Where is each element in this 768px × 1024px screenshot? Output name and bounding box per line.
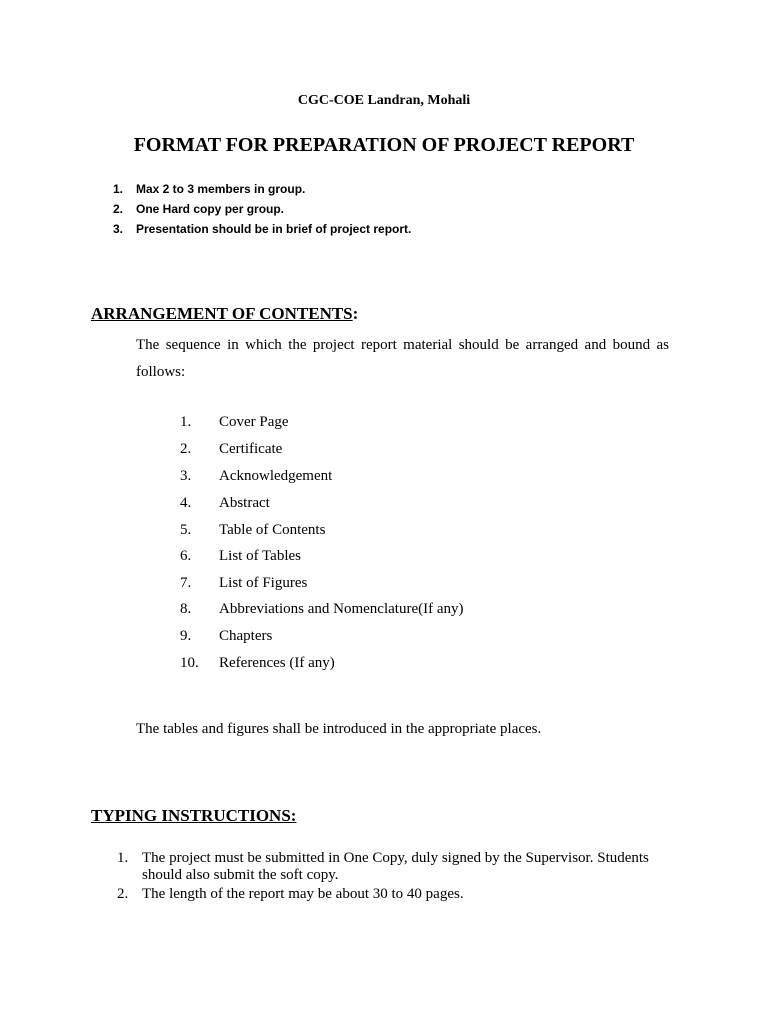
typing-item-number: 1. <box>117 850 129 866</box>
contents-item-number: 5. <box>180 522 192 538</box>
contents-item-number: 6. <box>180 548 192 564</box>
contents-item-references: References (If any) <box>219 655 335 671</box>
contents-item-certificate: Certificate <box>219 441 283 457</box>
contents-item-acknowledgement: Acknowledgement <box>219 468 333 484</box>
contents-item-number: 7. <box>180 575 192 591</box>
typing-item-length: The length of the report may be about 30 to 40 pages. <box>142 886 464 902</box>
arrangement-intro: The sequence in which the project report material should be arranged and bound as follows: <box>136 337 669 380</box>
contents-item-table-of-contents: Table of Contents <box>219 522 326 538</box>
arrangement-heading-text: ARRANGEMENT OF CONTENTS <box>91 304 353 323</box>
institution-name: CGC-COE Landran, Mohali <box>297 93 471 108</box>
arrangement-heading-colon: : <box>352 304 359 323</box>
rule-text: Max 2 to 3 members in group. <box>136 182 306 196</box>
rule-number: 1. <box>113 182 124 196</box>
typing-instructions-heading: TYPING INSTRUCTIONS: <box>91 806 297 825</box>
rule-text: Presentation should be in brief of project report. <box>136 222 412 236</box>
contents-item-number: 8. <box>180 601 192 617</box>
arrangement-heading <box>91 304 358 324</box>
page-title: FORMAT FOR PREPARATION OF PROJECT REPORT <box>133 134 635 156</box>
contents-item-number: 2. <box>180 441 192 457</box>
rule-number: 3. <box>113 222 124 236</box>
contents-item-number: 9. <box>180 628 192 644</box>
contents-item-cover-page: Cover Page <box>219 414 289 430</box>
rule-text: One Hard copy per group. <box>136 202 285 216</box>
contents-item-list-of-figures: List of Figures <box>219 575 308 591</box>
contents-item-number: 1. <box>180 414 192 430</box>
contents-item-list-of-tables: List of Tables <box>219 548 301 564</box>
tables-figures-note: The tables and figures shall be introduced in the appropriate places. <box>136 721 542 737</box>
contents-item-chapters: Chapters <box>219 628 273 644</box>
contents-item-number: 3. <box>180 468 192 484</box>
contents-item-number: 4. <box>180 495 192 511</box>
typing-item-submission: The project must be submitted in One Copy, duly signed by the Supervisor. Students should also submit the soft copy. <box>142 850 649 883</box>
contents-item-number: 10. <box>180 655 199 671</box>
contents-item-abstract: Abstract <box>219 495 270 511</box>
typing-item-number: 2. <box>117 886 129 902</box>
contents-item-abbreviations: Abbreviations and Nomenclature(If any) <box>219 601 464 617</box>
rule-number: 2. <box>113 202 124 216</box>
